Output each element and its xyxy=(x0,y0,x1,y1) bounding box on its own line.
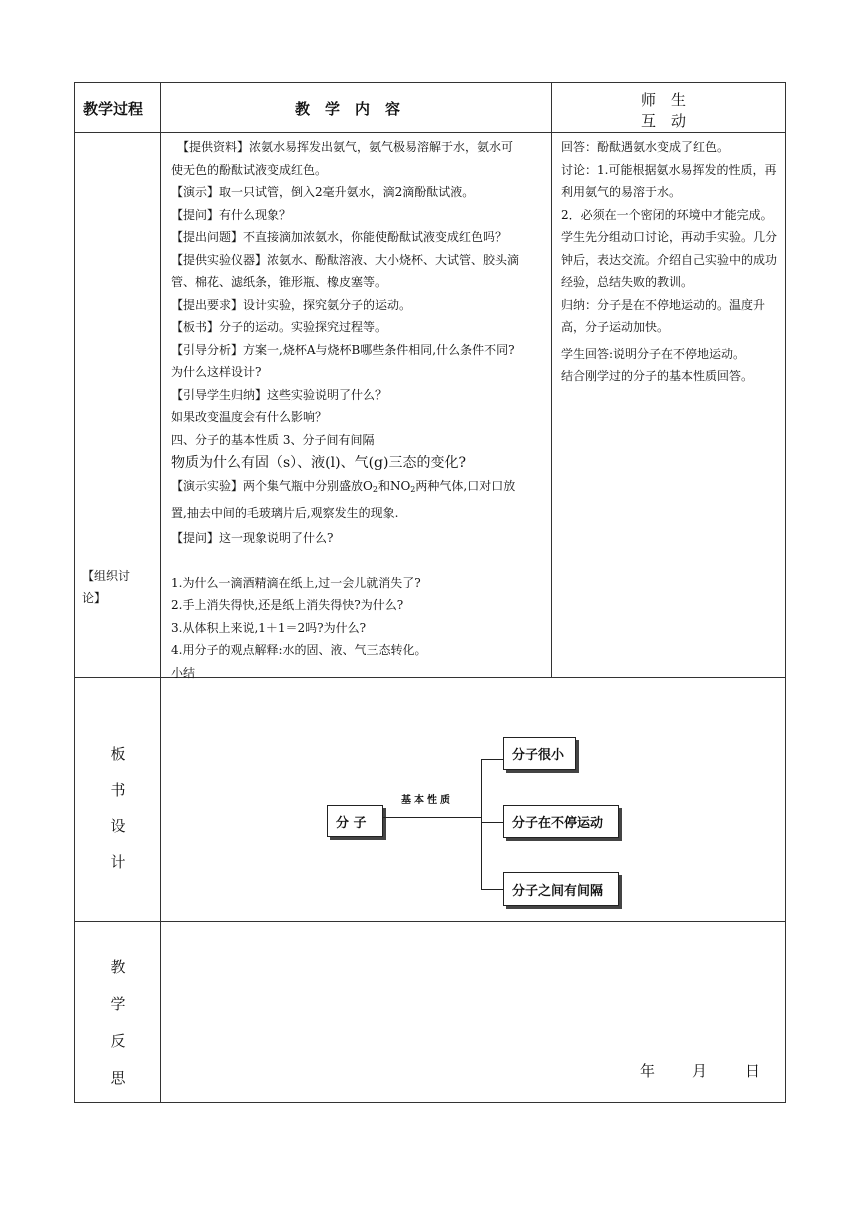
question-line: 【提问】这一现象说明了什么? xyxy=(171,531,334,545)
summary: 小结 xyxy=(171,665,196,680)
states-question: 物质为什么有固（s）、液(l)、气(g)三态的变化? xyxy=(171,455,466,471)
demo-line: 置,抽去中间的毛玻璃片后,观察发生的现象. xyxy=(171,505,399,520)
content-line: 管、棉花、滤纸条，锥形瓶、橡皮塞等。 xyxy=(171,275,388,289)
branch-node: 分子很小 xyxy=(503,737,576,770)
board-design-label: 板 书 设 计 xyxy=(110,745,126,871)
content-line: 【演示】取一只试管，倒入2毫升氨水，滴2滴酚酞试液。 xyxy=(171,185,475,199)
content-line: 【提供资料】浓氨水易挥发出氨气，氨气极易溶解于水，氨水可 xyxy=(171,140,514,154)
teaching-content xyxy=(171,136,555,684)
interaction-item: 学生回答:说明分子在不停地运动。 xyxy=(561,346,746,361)
teacher-student-interaction xyxy=(561,136,783,388)
board-divider xyxy=(75,921,785,922)
content-line: 【引导分析】方案一,烧杯A与烧杯B哪些条件相同,什么条件不同? xyxy=(171,342,515,357)
branch-node: 分子之间有间隔 xyxy=(503,872,619,906)
date-day: 日 xyxy=(745,1062,761,1080)
discussion-item: 4.用分子的观点解释:水的固、液、气三态转化。 xyxy=(171,643,427,657)
board-edge-label: 基本性质 xyxy=(401,795,453,806)
header-divider xyxy=(75,132,785,133)
content-line: 【提出问题】不直接滴加浓氨水，你能使酚酞试液变成红色吗？ xyxy=(171,230,508,244)
connector-horizontal xyxy=(383,817,481,818)
discussion-item: 1.为什么一滴酒精滴在纸上,过一会儿就消失了? xyxy=(171,575,421,590)
interaction-item: 回答：酚酞遇氨水变成了红色。 xyxy=(561,140,730,154)
branch-node: 分子在不停运动 xyxy=(503,805,619,838)
interaction-item: 结合刚学过的分子的基本性质回答。 xyxy=(561,369,754,383)
header-content: 教 学 内 容 xyxy=(295,100,401,118)
interaction-item: 2．必须在一个密闭的环境中才能完成。学生先分组动口讨论，再动手实验。几分钟后，表达交流。介绍自己实验中的成功经验，总结失败的教训。 xyxy=(561,207,778,289)
board-root-node: 分 子 xyxy=(327,805,383,837)
connector-branch-2 xyxy=(481,822,503,823)
connector-branch-3 xyxy=(481,889,503,890)
lesson-table xyxy=(74,82,786,1103)
content-line: 【提问】有什么现象？ xyxy=(171,207,292,222)
content-line: 四、分子的基本性质 3、分子间有间隔 xyxy=(171,432,375,447)
column-divider-1 xyxy=(160,83,161,1102)
reflection-label: 教 学 反 思 xyxy=(110,958,126,1087)
content-line: 【提出要求】设计实验，探究氨分子的运动。 xyxy=(171,297,412,312)
content-line: 使无色的酚酞试液变成红色。 xyxy=(171,162,328,177)
content-line: 【板书】分子的运动。实验探究过程等。 xyxy=(171,320,388,334)
interaction-item: 归纳：分子是在不停地运动的。温度升高，分子运动加快。 xyxy=(561,297,766,334)
content-line: 为什么这样设计? xyxy=(171,365,262,379)
content-line: 如果改变温度会有什么影响？ xyxy=(171,410,328,424)
connector-vertical xyxy=(481,759,482,889)
organize-discussion-note: 【组织讨 论】 xyxy=(82,569,131,605)
discussion-item: 3.从体积上来说,1＋1＝2吗?为什么? xyxy=(171,620,367,635)
content-line: 【引导学生归纳】这些实验说明了什么？ xyxy=(171,387,388,402)
content-line: 【提供实验仪器】浓氨水、酚酞溶液、大小烧杯、大试管、胶头滴 xyxy=(171,252,520,267)
header-interaction-line2: 互 动 xyxy=(641,112,687,130)
header-interaction-line1: 师 生 xyxy=(641,91,687,109)
demo-line: 【演示实验】两个集气瓶中分别盛放$O_2$和$NO_2$两种气体,口对口放 xyxy=(171,479,516,494)
interaction-item: 讨论：1.可能根据氨水易挥发的性质，再利用氨气的易溶于水。 xyxy=(561,162,777,199)
spacer xyxy=(171,550,555,572)
header-process: 教学过程 xyxy=(83,100,144,118)
date-year: 年 xyxy=(640,1062,656,1080)
discussion-item: 2.手上消失得快,还是纸上消失得快?为什么? xyxy=(171,598,404,612)
date-month: 月 xyxy=(692,1062,708,1080)
connector-branch-1 xyxy=(481,759,503,760)
